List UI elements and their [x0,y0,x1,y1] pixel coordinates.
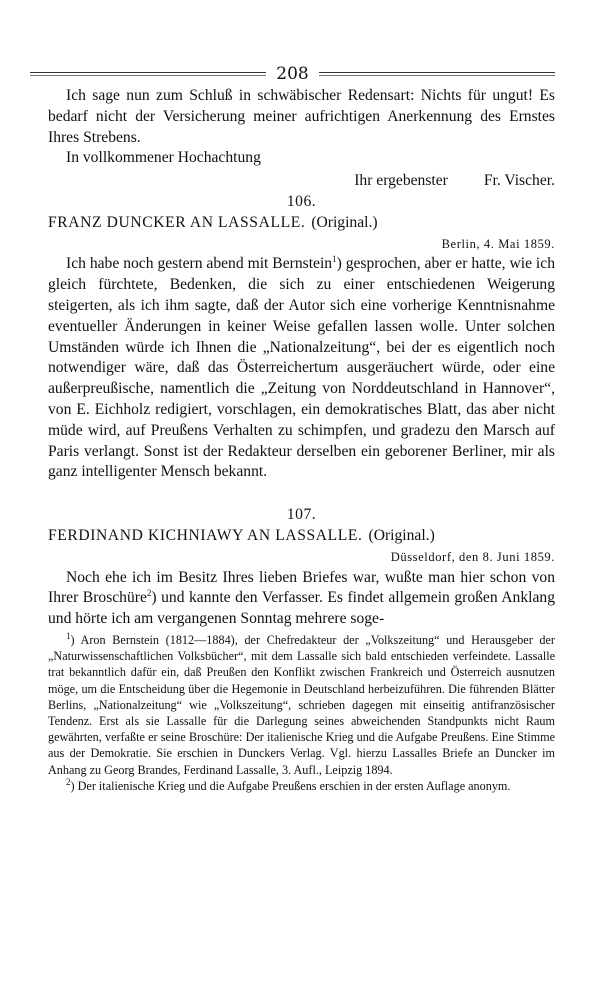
footnote-ref-2: 2 [146,588,152,599]
closing-greeting: In vollkommener Hochachtung [66,149,261,167]
letter-107-text-a: Noch ehe ich im Besitz Ihres lieben Briefes war, wußte man hier schon von Ihrer Broschüre [48,568,555,607]
signature: Fr. Vischer. [483,172,555,190]
running-head [30,62,555,86]
letter-106-place-date: Berlin, 4. Mai 1859. [441,236,555,251]
letter-107-place-date: Düsseldorf, den 8. Juni 1859. [390,549,555,564]
letter-107-title: FERDINAND KICHNIAWY AN LASSALLE. [48,526,363,544]
letter-107-heading [48,526,555,547]
footnotes [48,632,555,794]
signature-line [48,171,555,192]
letter-107-text-b: ) und kannte den Verfasser. Es findet allgemein großen Anklang und hörte ich am vergangenen Sonntag mehrere soge- [48,589,555,628]
header-rule-left [30,72,266,76]
letter-107-body [48,568,555,630]
letter-106-note: (Original.) [311,213,378,231]
book-page [48,62,555,794]
header-rule-right [319,72,555,76]
letter-106-text-a: Ich habe noch gestern abend mit Bernstein [66,255,333,273]
footnote-2 [48,778,555,794]
footnote-1-text: ) Aron Bernstein (1812—1884), der Chefredakteur der „Volkszeitung“ und Herausgeber der „Naturwissenschaftlichen Volksbücher“, mit dem Lassalle sich bald entschieden verfeindete. Lassalle trat bekanntlich dafür ein, daß Preußen den Konflikt zwischen Frankreich und Österreich ausnutzen möge, um die Entscheidung über die Hegemonie in Deutschland herbeizuführen. Die führenden Blätter Berlins, „Nationalzeitung“ wie „Volkszeitung“, schrieben dagegen mit einseitig antifranzösischer Tendenz. Erst als sie Lassalle für die Darlegung seines abweichenden Standpunkts nicht Raum gewährten, verfaßte er seine Broschüre: Der italienische Krieg und die Aufgabe Preußens. Eine Stimme aus der Demokratie. Sie erschien in Dunckers Verlag. Vgl. hierzu Lassalles Briefe an Duncker im Anhang zu Georg Brandes, Ferdinand Lassalle, 3. Aufl., Leipzig 1894. [48,632,555,777]
valediction: Ihr ergebenster [354,172,448,190]
footnote-1 [48,632,555,778]
letter-107-note: (Original.) [368,526,435,544]
letter-106-title: FRANZ DUNCKER AN LASSALLE. [48,213,306,231]
letter-107-number: 107. [286,506,317,524]
footnote-mark-2: 2 [66,776,71,787]
letter-106-heading [48,213,555,234]
footnote-mark-1: 1 [66,630,71,641]
letter-106-text-b: ) gesprochen, aber er hatte, wie ich gleich fürchtete, Bedenken, die sich zu einer entschiedenen Weigerung steigerten, als ich ihm sagte, daß der Autor sich eine vorherige Kenntnisnahme eventueller Änderungen in keiner Weise gefallen lassen wolle. Unter solchen Umständen würde ich Ihnen die „Nationalzeitung“, bei der es eigentlich noch notwendiger wäre, daß das Österreichertum ausgeräuchert würde, oder eine außerpreußische, namentlich die „Zeitung von Norddeutschland in Hannover“, von E. Eichholz redigiert, vorschlagen, ein demokratisches Blatt, das aber nicht müde wird, auf Preußens Verhalten zu schimpfen, und gradezu den Marsch auf Paris verlangt. Sonst ist der Redakteur derselben ein geborener Berliner, mir als ganz intelligenter Mensch bekannt. [48,255,555,481]
closing-paragraph: Ich sage nun zum Schluß in schwäbischer Redensart: Nichts für ungut! Es bedarf nicht der Versicherung meiner aufrichtigen Anerkennung des Ernstes Ihres Strebens. [48,87,555,146]
main-text [48,86,555,630]
letter-106-body [48,254,555,483]
letter-106-number: 106. [286,192,317,210]
page-number: 208 [276,64,309,84]
footnote-ref-1: 1 [332,254,337,265]
footnote-2-text: ) Der italienische Krieg und die Aufgabe Preußens erschien in der ersten Auflage anonym. [70,778,511,793]
